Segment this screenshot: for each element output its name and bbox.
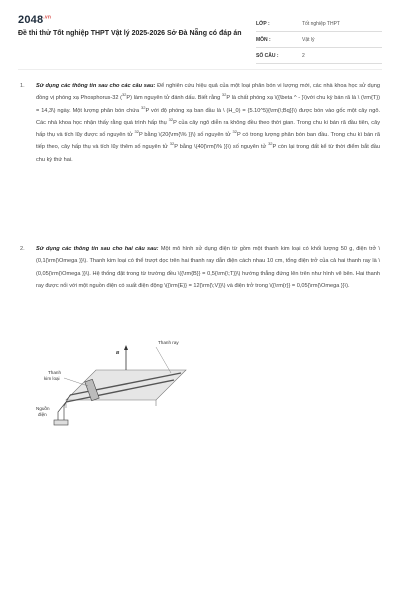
isotope-mass: 32 <box>168 117 174 123</box>
site-logo[interactable] <box>18 14 51 26</box>
question-text-line: P còn lại <box>272 144 295 151</box>
question-lead: Sử dụng các thông tin sau cho hai câu sau: <box>36 246 159 252</box>
question-text-line: thấy rằng quá trình hấp thụ <box>98 119 169 126</box>
header-divider <box>18 69 382 70</box>
question-text-line: có suất điện động \({\rm{E}} = 12{\rm{\;V}}\) và điện trở trong \({\rm{r}} = <box>118 282 296 289</box>
label-rod-line2: kim loại <box>44 376 60 381</box>
meta-label: MÔN : <box>256 37 271 43</box>
label-rod-line1: Thanh <box>48 370 62 375</box>
meta-value: Tốt nghiệp THPT <box>302 21 340 27</box>
question-text-line: P với độ phóng xạ ban đầu là \ <box>145 107 225 114</box>
isotope-mass: 32 <box>141 104 146 110</box>
logo-brand: 2048 <box>18 14 44 26</box>
question-text-line: 0,05{\rm{\Omega }}\). <box>296 282 350 289</box>
label-source-line1: Nguồn <box>36 406 50 411</box>
question-text-line: trong đất kể từ thời điểm bắt đầu chu kỳ thứ hai. <box>36 144 380 163</box>
isotope-mass: 32 <box>134 129 139 135</box>
question-text-line: hấp thụ và tích lũy thêm số nguyên tử <box>71 144 170 151</box>
question-lead: Sử dụng các thông tin sau cho các câu sau: <box>36 83 156 89</box>
question-text-line: P là chất phóng xạ \({\beta ^ - }\)với chu kỳ bán rã là \ <box>226 95 360 102</box>
rail-diagram-figure <box>36 340 196 428</box>
question-text-line: P bằng \(20{\rm{\% }}\) <box>138 132 196 139</box>
question-text-line: hướng thẳng đứng lên trên như hình vẽ bên. Hai thanh ray được nối với một nguồn điện <box>36 270 380 289</box>
question-text-line: dọc trên hai thanh ray dẫn điện cách nhau 10 cm, tổng điện trở của cả hai thanh ray là \ <box>159 258 381 265</box>
question-body <box>36 80 380 166</box>
meta-label: LỚP : <box>256 21 270 27</box>
isotope-mass: 32 <box>221 92 227 98</box>
label-b-field: B <box>116 350 120 355</box>
question-text-line: P của cây ngô diễn ra không đều theo thời gian. Trong chu <box>173 119 322 126</box>
logo-suffix: .vn <box>43 14 52 21</box>
exam-title: Đề thi thử Tốt nghiệp THPT Vật lý 2025-2026 Sở Đà Nẵng có đáp án <box>18 30 242 37</box>
question-body <box>36 243 380 292</box>
question-text-line: Để nghiên cứu hiệu quả của một loại phân <box>155 83 265 89</box>
question-text-line: P bằng \(40{\rm{\% }}\) số nguyên tử <box>174 144 269 151</box>
meta-value: Vật lý <box>302 37 315 43</box>
question-text-line: kim loại có khối lượng 50 g, điện trở \(0,1{\rm{\Omega }}\). Thanh kim loại có thể trượt <box>36 246 380 265</box>
label-source-line2: điện <box>38 412 47 417</box>
question-text-line: nguyên tử đánh dấu. Biết rằng <box>144 95 222 102</box>
isotope-mass: 32 <box>121 92 127 98</box>
meta-row-count <box>256 48 382 64</box>
isotope-mass: 32 <box>169 141 175 147</box>
question-number: 2. <box>20 246 25 252</box>
isotope-mass: 32 <box>268 141 273 147</box>
question-text-line: (0,05{\rm{\Omega }}\). Hệ thống đặt trong từ trường đều \({\rm{B}} = 0,5{\rm{\;T}}\) <box>36 270 241 277</box>
meta-row-subject <box>256 32 382 48</box>
label-rail: Thanh ray <box>158 340 179 345</box>
question-text-line: Một mô hình sử dụng điện từ gồm một thanh <box>158 246 279 252</box>
question-text-line: ki bán rã đầu tiên, cây hấp thụ và tích lũy được số nguyên tử <box>36 119 381 139</box>
question-text-line: số nguyên tử <box>197 132 233 139</box>
exam-meta-table <box>256 16 382 64</box>
question-text-line: (\rm{T}) = 14,3\) ngày. Một lượng phân bón chứa <box>36 95 380 114</box>
question-text-line: (H_0) = {5.10^5}{\rm{\;Bq}}\) được bón vào gốc một cây ngô. Các nhà khoa học nhận <box>36 107 381 126</box>
question-text-line: bón vi lượng mới, các nhà khoa học sử dụng đồng vị phóng xạ Phosphorus-32 ( <box>36 83 380 102</box>
question-number: 1. <box>20 83 25 89</box>
meta-row-class <box>256 16 382 32</box>
page-header <box>18 14 382 66</box>
rail-platform <box>66 370 186 400</box>
question-text-line: P) làm <box>126 95 143 102</box>
meta-value: 2 <box>302 53 305 59</box>
meta-label: SỐ CÂU : <box>256 53 279 59</box>
power-source <box>54 420 68 425</box>
question-text-line: P có trong lượng phân bón ban đầu. Trong chu kì bán rã tiếp theo, cây <box>36 132 380 151</box>
isotope-mass: 32 <box>232 129 237 135</box>
